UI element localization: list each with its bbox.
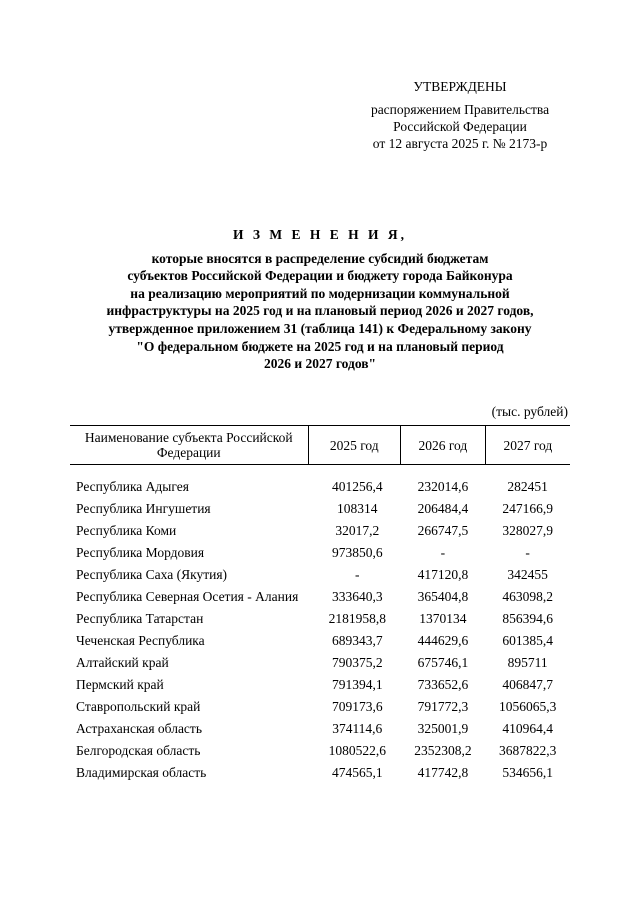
cell-region: Белгородская область xyxy=(76,743,201,758)
cell-2025: - xyxy=(355,567,360,582)
title-line: на реализацию мероприятий по модернизации коммунальной xyxy=(130,285,510,301)
approval-block xyxy=(330,78,590,152)
cell-2025: 709173,6 xyxy=(331,699,383,714)
cell-2025: 32017,2 xyxy=(335,523,380,538)
table-row xyxy=(70,586,570,608)
cell-region: Республика Татарстан xyxy=(76,611,204,626)
title-main: И З М Е Н Е Н И Я, xyxy=(232,227,407,242)
cell-2027: 282451 xyxy=(507,479,548,494)
cell-2026: 266747,5 xyxy=(417,523,469,538)
cell-2026: 791772,3 xyxy=(417,699,469,714)
cell-2026: 444629,6 xyxy=(417,633,469,648)
cell-region: Республика Коми xyxy=(76,523,177,538)
cell-2025: 333640,3 xyxy=(331,589,383,604)
title-line: инфраструктуры на 2025 год и на плановый период 2026 и 2027 годов, xyxy=(106,303,534,319)
cell-2027: 328027,9 xyxy=(502,523,553,538)
cell-2027: 856394,6 xyxy=(502,611,553,626)
approval-line: Российской Федерации xyxy=(393,119,527,134)
approval-heading: УТВЕРЖДЕНЫ xyxy=(413,79,507,94)
table-row xyxy=(70,608,570,630)
title-line: субъектов Российской Федерации и бюджету города Байконура xyxy=(127,268,513,284)
table-row xyxy=(70,696,570,718)
header-2026: 2026 год xyxy=(401,426,486,465)
cell-2027: 406847,7 xyxy=(502,677,553,692)
table-row xyxy=(70,762,570,784)
cell-2026: 675746,1 xyxy=(417,655,469,670)
cell-2027: 895711 xyxy=(507,655,548,670)
header-2025: 2025 год xyxy=(308,426,401,465)
cell-2025: 790375,2 xyxy=(331,655,383,670)
cell-2026: 1370134 xyxy=(419,611,467,626)
table-row xyxy=(70,674,570,696)
table-row xyxy=(70,740,570,762)
approval-line: распоряжением Правительства xyxy=(370,102,550,117)
cell-2027: 410964,4 xyxy=(502,721,553,736)
table-row xyxy=(70,498,570,520)
cell-2025: 2181958,8 xyxy=(328,611,386,626)
cell-2025: 401256,4 xyxy=(331,479,383,494)
title-line: которые вносятся в распределение субсидий бюджетам xyxy=(151,250,489,266)
cell-region: Чеченская Республика xyxy=(76,633,205,648)
document-title xyxy=(60,226,580,373)
cell-2027: 342455 xyxy=(507,567,548,582)
cell-region: Астраханская область xyxy=(76,721,202,736)
units-label: (тыс. рублей) xyxy=(491,404,568,419)
table-row xyxy=(70,520,570,542)
cell-2025: 791394,1 xyxy=(331,677,383,692)
header-2027: 2027 год xyxy=(485,426,570,465)
cell-region: Республика Северная Осетия - Алания xyxy=(76,589,299,604)
cell-2027: 3687822,3 xyxy=(498,743,557,758)
cell-region: Республика Саха (Якутия) xyxy=(76,567,228,582)
cell-2026: - xyxy=(440,545,446,560)
cell-region: Республика Ингушетия xyxy=(76,501,211,516)
cell-2026: 232014,6 xyxy=(417,479,469,494)
cell-region: Ставропольский край xyxy=(76,699,201,714)
cell-2027: 247166,9 xyxy=(502,501,553,516)
cell-2027: 463098,2 xyxy=(502,589,553,604)
title-line: "О федеральном бюджете на 2025 год и на плановый период xyxy=(136,338,504,354)
cell-2027: - xyxy=(525,545,530,560)
cell-region: Республика Мордовия xyxy=(76,545,205,560)
approval-line: от 12 августа 2025 г. № 2173-р xyxy=(372,136,548,151)
title-line: 2026 и 2027 годов" xyxy=(263,356,377,372)
title-line: утвержденное приложением 31 (таблица 141) к Федеральному закону xyxy=(108,320,532,336)
table-row xyxy=(70,542,570,564)
cell-2025: 474565,1 xyxy=(331,765,383,780)
cell-2026: 365404,8 xyxy=(417,589,469,604)
table-row xyxy=(70,476,570,498)
cell-region: Пермский край xyxy=(76,677,164,692)
table-row xyxy=(70,630,570,652)
cell-2026: 733652,6 xyxy=(417,677,469,692)
cell-2026: 417742,8 xyxy=(417,765,469,780)
cell-2026: 206484,4 xyxy=(417,501,469,516)
subsidy-table xyxy=(70,425,570,784)
table-row xyxy=(70,564,570,586)
table-header-row xyxy=(70,426,570,465)
cell-2026: 325001,9 xyxy=(417,721,469,736)
cell-2025: 374114,6 xyxy=(332,721,383,736)
cell-region: Республика Адыгея xyxy=(76,479,189,494)
cell-2027: 534656,1 xyxy=(502,765,553,780)
table-row xyxy=(70,652,570,674)
cell-region: Владимирская область xyxy=(76,765,207,780)
cell-2025: 689343,7 xyxy=(331,633,383,648)
cell-2026: 2352308,2 xyxy=(414,743,472,758)
cell-2026: 417120,8 xyxy=(417,567,469,582)
cell-2027: 1056065,3 xyxy=(498,699,557,714)
cell-2025: 973850,6 xyxy=(331,545,383,560)
cell-2025: 108314 xyxy=(337,501,378,516)
cell-2025: 1080522,6 xyxy=(328,743,386,758)
header-region: Наименование субъекта Российской Федерации xyxy=(70,426,308,465)
table-row xyxy=(70,718,570,740)
cell-2027: 601385,4 xyxy=(502,633,553,648)
cell-region: Алтайский край xyxy=(76,655,169,670)
